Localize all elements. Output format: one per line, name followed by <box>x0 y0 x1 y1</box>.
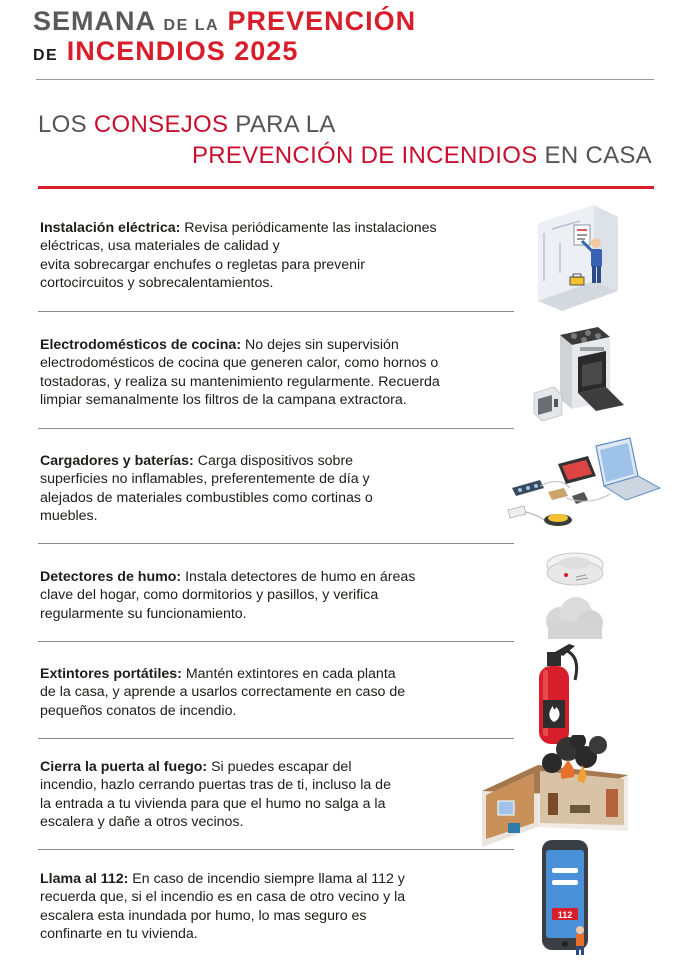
tip-text: la entrada a tu vivienda para que el humo no salga a la <box>40 795 386 812</box>
page-title <box>38 110 654 171</box>
chargers-icon <box>500 436 665 536</box>
tip-smoke-detectors <box>40 568 518 623</box>
tip-text: escalera esta inundada por humo, lo mas seguro es <box>40 907 367 924</box>
tip-text: En caso de incendio siempre llama al 112 y <box>128 871 405 887</box>
header-line-1 <box>33 8 673 35</box>
page-title-line-2 <box>38 141 654 171</box>
tip-title: Detectores de humo: <box>40 569 182 585</box>
title-divider <box>38 186 654 189</box>
electrician-icon <box>530 203 622 315</box>
separator <box>38 641 514 642</box>
tip-text: eléctricas, usa materiales de calidad y <box>40 238 280 255</box>
tip-text: limpiar semanalmente los filtros de la campana extractora. <box>40 392 407 409</box>
tip-text: recuerda que, si el incendio es en casa de otro vecino y la <box>40 889 406 906</box>
header-word-incendios: INCENDIOS 2025 <box>66 36 299 66</box>
burning-house-icon <box>478 735 638 847</box>
page-title-line-1 <box>38 110 654 140</box>
tip-text: escalera y dañe a otros vecinos. <box>40 814 244 831</box>
tip-text: muebles. <box>40 508 98 525</box>
separator <box>38 738 514 739</box>
tip-text: No dejes sin supervisión <box>241 337 399 353</box>
tip-text: Si puedes escapar del <box>207 759 352 775</box>
smoke-detector-icon <box>540 545 610 643</box>
tip-text: electrodomésticos de cocina que generen calor, como hornos o <box>40 355 439 372</box>
header-word-de-la: DE LA <box>163 17 220 34</box>
header-word-prevencion: PREVENCIÓN <box>227 6 417 36</box>
title-part-para-la: PARA LA <box>228 111 336 138</box>
tip-fire-extinguishers <box>40 665 518 720</box>
tip-kitchen-appliances <box>40 336 520 410</box>
tip-text: Carga dispositivos sobre <box>193 453 354 469</box>
header-divider <box>36 79 654 80</box>
tip-text: Mantén extintores en cada planta <box>181 666 396 682</box>
title-part-los: LOS <box>38 111 94 138</box>
title-part-prevencion: PREVENCIÓN DE INCENDIOS <box>191 142 538 169</box>
header-line-2 <box>33 38 673 65</box>
tip-text: superficies no inflamables, preferentemente de día y <box>40 471 370 488</box>
tip-chargers-batteries <box>40 452 518 526</box>
tip-title: Electrodomésticos de cocina: <box>40 337 242 353</box>
tip-call-112 <box>40 870 518 944</box>
tip-text: confinarte en tu vivienda. <box>40 926 198 943</box>
tip-text: cortocircuitos y sobrecalentamientos. <box>40 275 274 292</box>
tip-text: de la casa, y aprende a usarlos correctamente en caso de <box>40 684 406 701</box>
tip-title: Cierra la puerta al fuego: <box>40 759 208 775</box>
tip-title: Cargadores y baterías: <box>40 453 194 469</box>
header-word-semana: SEMANA <box>33 6 156 36</box>
separator <box>38 428 514 429</box>
title-part-consejos: CONSEJOS <box>93 111 229 138</box>
oven-icon <box>530 325 630 425</box>
fire-extinguisher-icon <box>525 640 585 748</box>
tip-text: alejados de materiales combustibles como cortinas o <box>40 489 373 506</box>
phone-112-label: 112 <box>557 910 573 920</box>
header <box>33 8 673 65</box>
tip-title: Instalación eléctrica: <box>40 220 181 236</box>
tip-text: Instala detectores de humo en áreas <box>181 569 416 585</box>
tip-text: pequeños conatos de incendio. <box>40 702 237 719</box>
tip-title: Extintores portátiles: <box>40 666 182 682</box>
header-word-de: DE <box>33 47 59 64</box>
separator <box>38 311 514 312</box>
tip-text: Revisa periódicamente las instalaciones <box>180 220 437 236</box>
tip-text: regularmente su funcionamiento. <box>40 605 247 622</box>
tip-close-door <box>40 758 518 832</box>
tip-text: evita sobrecargar enchufes o regletas para prevenir <box>40 256 365 273</box>
tip-text: incendio, hazlo cerrando puertas tras de ti, incluso la de <box>40 777 391 794</box>
separator <box>38 849 514 850</box>
tip-text: tostadoras, y realiza su mantenimiento regularmente. Recuerda <box>40 373 440 390</box>
title-part-en-casa: EN CASA <box>537 142 652 169</box>
separator <box>38 543 514 544</box>
tip-title: Llama al 112: <box>40 871 129 887</box>
tip-text: clave del hogar, como dormitorios y pasillos, y verifica <box>40 587 379 604</box>
tip-electrical-installation <box>40 219 518 293</box>
phone-112-icon <box>530 838 600 956</box>
